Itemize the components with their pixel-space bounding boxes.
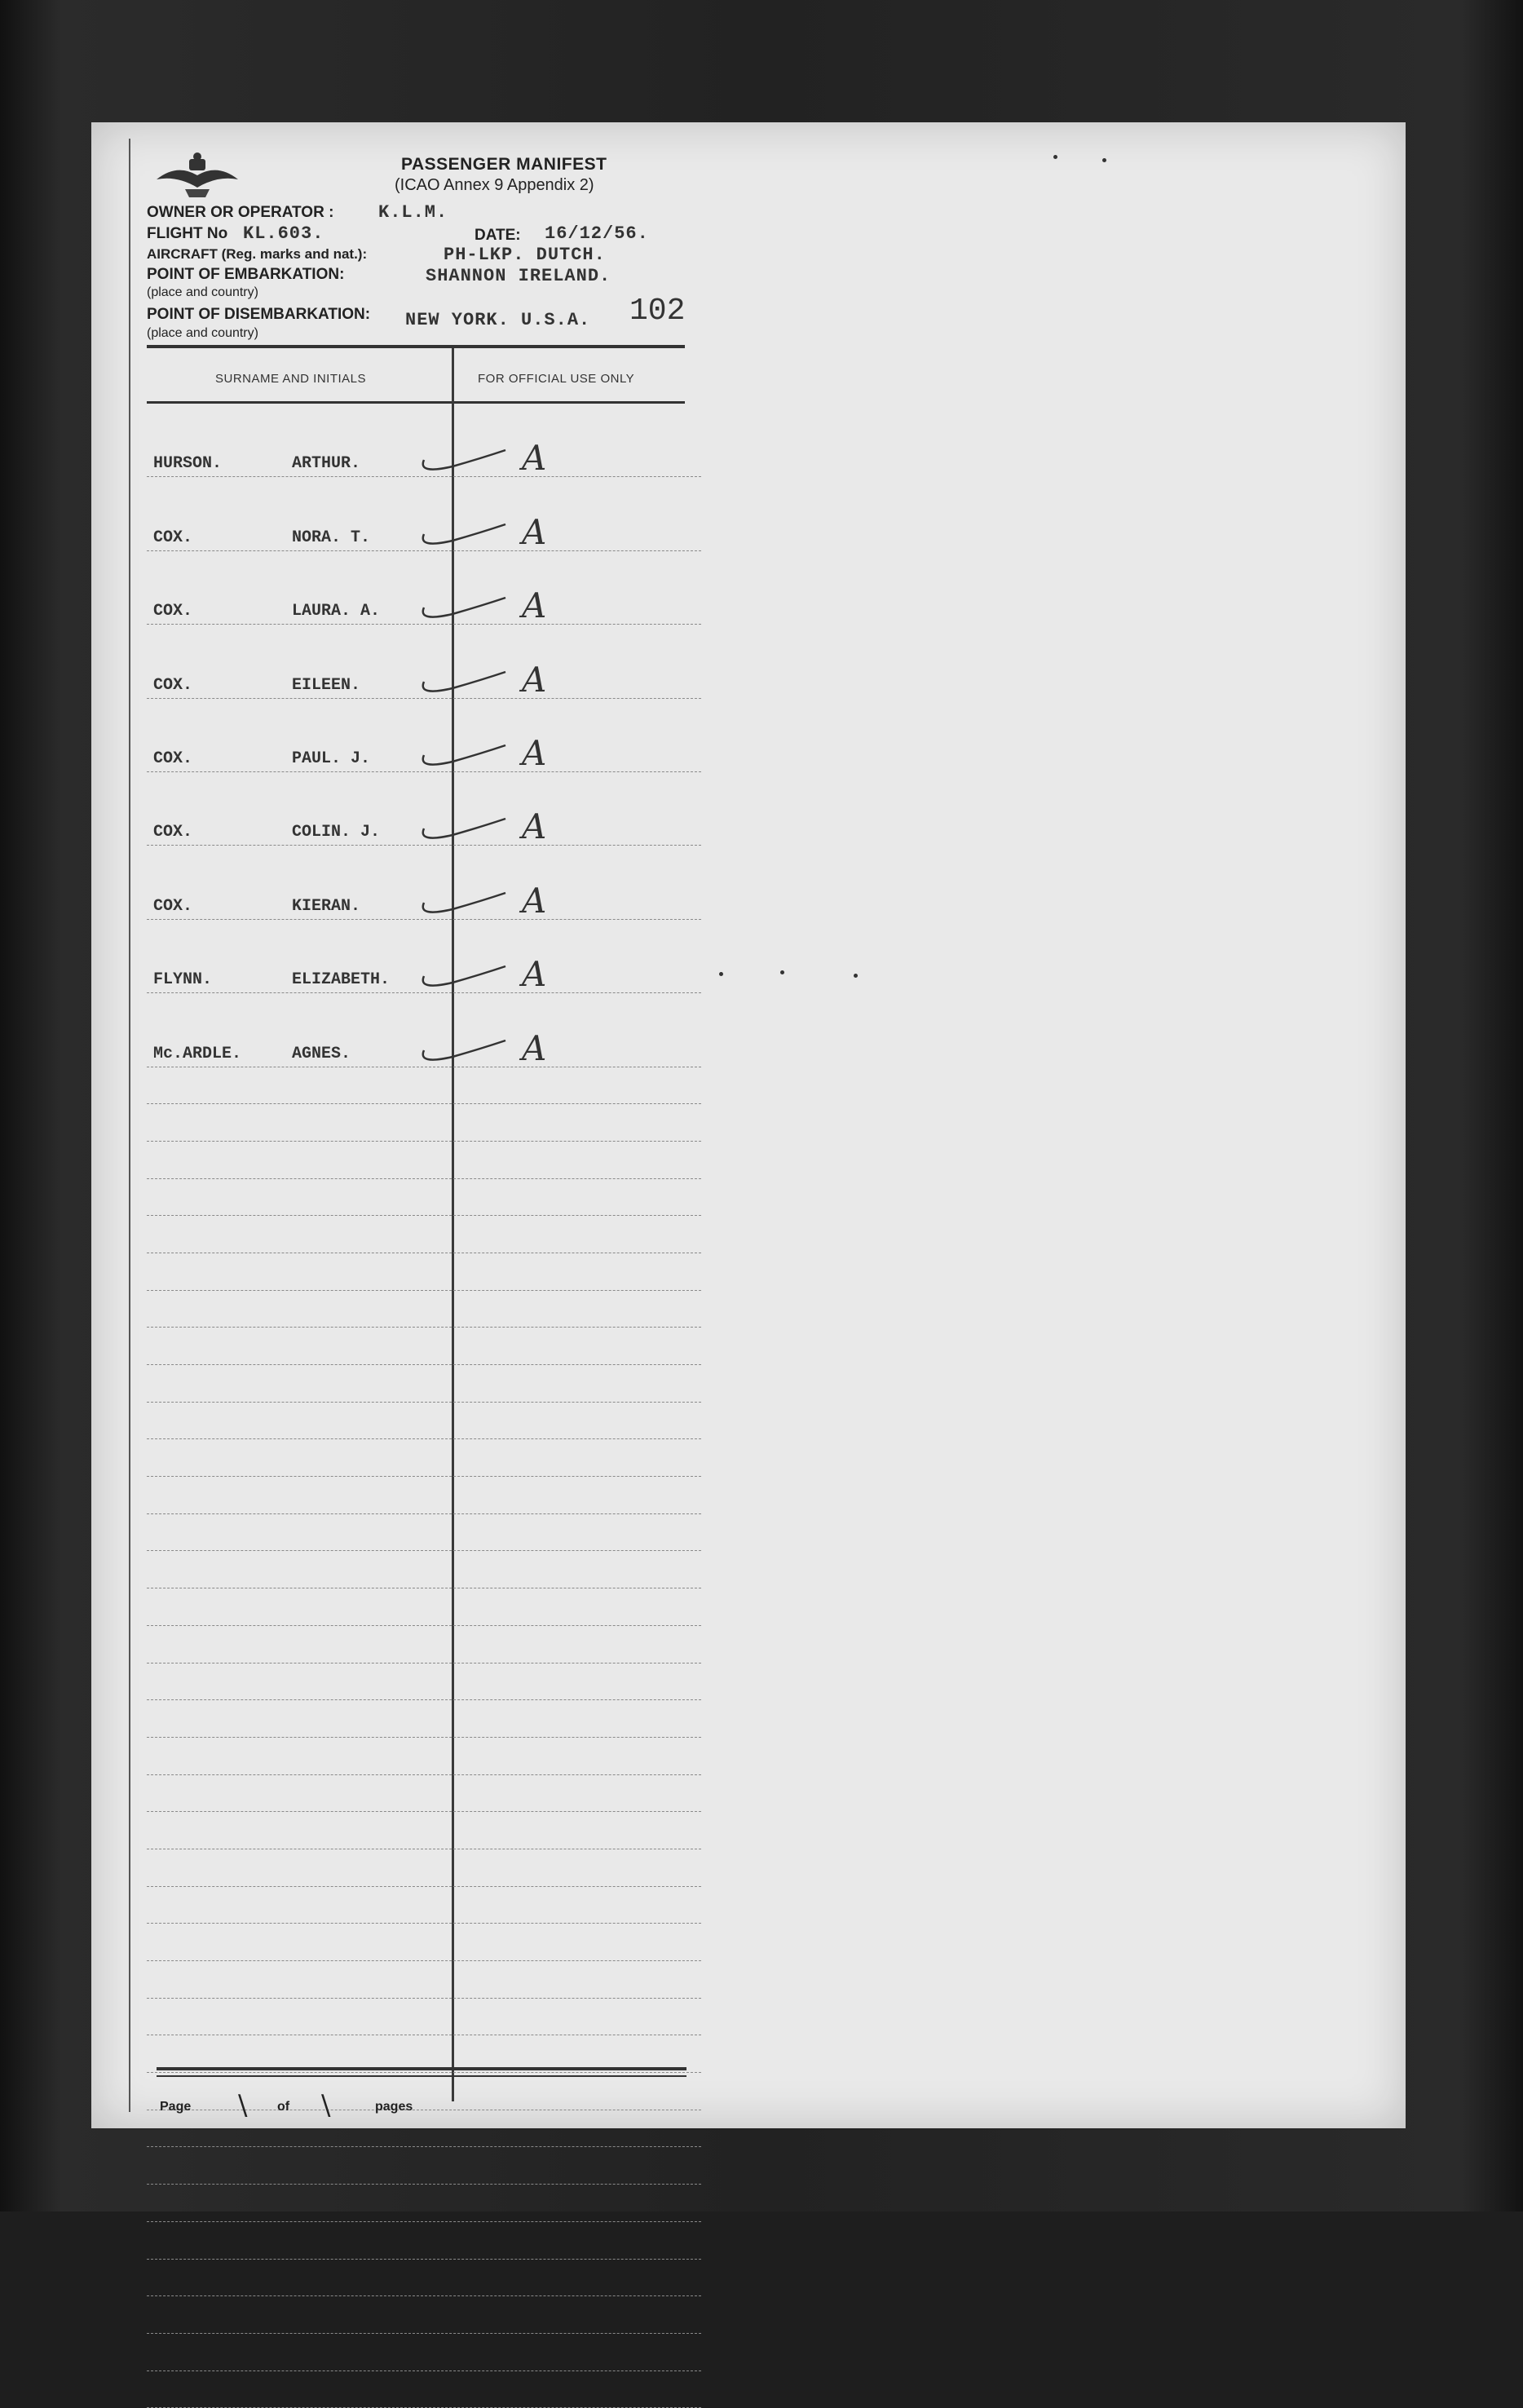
empty-table-row	[147, 2110, 701, 2148]
passenger-surname: COX.	[153, 823, 193, 842]
table-row	[147, 772, 701, 846]
empty-table-row	[147, 1142, 701, 1179]
disembarkation-note: (place and country)	[147, 326, 258, 340]
official-check-mark-icon	[416, 952, 579, 992]
empty-table-row	[147, 1887, 701, 1924]
empty-table-row	[147, 2334, 701, 2371]
passenger-given-names: AGNES.	[292, 1044, 351, 1063]
column-header-surname: SURNAME AND INITIALS	[215, 372, 367, 386]
official-mark-letter: A	[522, 511, 547, 550]
passenger-surname: HURSON.	[153, 454, 223, 474]
empty-table-row	[147, 1775, 701, 1813]
table-row	[147, 477, 701, 550]
empty-table-row	[147, 1924, 701, 1961]
passenger-surname: COX.	[153, 602, 193, 621]
passenger-given-names: ELIZABETH.	[292, 970, 391, 990]
passenger-given-names: PAUL. J.	[292, 749, 371, 768]
official-check-mark-icon	[416, 657, 579, 698]
passenger-given-names: ARTHUR.	[292, 454, 361, 474]
official-mark-letter: A	[522, 954, 547, 993]
official-mark-letter: A	[522, 806, 547, 846]
margin-rule	[129, 139, 130, 2112]
scan-speck	[780, 970, 784, 974]
empty-table-row	[147, 1999, 701, 2036]
empty-table-row	[147, 1738, 701, 1775]
official-check-mark-icon	[416, 1026, 579, 1067]
empty-table-row	[147, 1551, 701, 1588]
empty-table-row	[147, 2185, 701, 2222]
empty-table-row	[147, 1664, 701, 1701]
embarkation-label: POINT OF EMBARKATION:	[147, 266, 345, 283]
flight-label: FLIGHT No	[147, 225, 228, 242]
empty-table-row	[147, 1849, 701, 1887]
official-mark-letter: A	[522, 438, 547, 477]
passenger-list	[147, 404, 701, 2408]
empty-table-row	[147, 1403, 701, 1440]
passenger-given-names: EILEEN.	[292, 675, 361, 695]
klm-crown-logo-icon	[152, 147, 242, 204]
page-stamp-number: 102	[629, 294, 686, 329]
footer-page-value: \	[238, 2089, 248, 2122]
date-value: 16/12/56.	[545, 223, 649, 244]
table-row	[147, 625, 701, 698]
passenger-given-names: LAURA. A.	[292, 602, 381, 621]
passenger-given-names: KIERAN.	[292, 896, 361, 916]
official-mark-letter: A	[522, 659, 547, 698]
passenger-surname: FLYNN.	[153, 970, 213, 990]
empty-table-row	[147, 1961, 701, 1999]
scan-speck	[1102, 158, 1106, 162]
empty-table-row	[147, 1812, 701, 1849]
footer-pages-label: pages	[375, 2100, 413, 2114]
table-row	[147, 699, 701, 772]
passenger-given-names: COLIN. J.	[292, 823, 381, 842]
empty-table-row	[147, 2147, 701, 2185]
official-check-mark-icon	[416, 804, 579, 845]
owner-label: OWNER OR OPERATOR :	[147, 204, 334, 221]
passenger-given-names: NORA. T.	[292, 528, 371, 547]
embarkation-note: (place and country)	[147, 285, 258, 299]
empty-table-row	[147, 1328, 701, 1365]
official-mark-letter: A	[522, 732, 547, 771]
footer-of-value: \	[321, 2089, 331, 2122]
passenger-surname: COX.	[153, 675, 193, 695]
table-row	[147, 920, 701, 993]
official-mark-letter: A	[522, 1027, 547, 1067]
empty-table-row	[147, 2260, 701, 2297]
empty-table-row	[147, 1626, 701, 1664]
empty-table-row	[147, 1588, 701, 1626]
footer-of-label: of	[277, 2100, 290, 2114]
official-check-mark-icon	[416, 878, 579, 919]
owner-value: K.L.M.	[378, 202, 448, 223]
empty-table-row	[147, 2371, 701, 2408]
empty-table-row	[147, 1365, 701, 1403]
empty-table-row	[147, 2296, 701, 2334]
scan-speck	[854, 974, 858, 978]
table-row	[147, 993, 701, 1067]
empty-table-row	[147, 1291, 701, 1328]
header-rule	[147, 345, 685, 348]
empty-table-row	[147, 2222, 701, 2260]
empty-table-row	[147, 1253, 701, 1291]
empty-table-row	[147, 1067, 701, 1105]
passenger-surname: COX.	[153, 749, 193, 768]
footer-page-label: Page	[160, 2100, 192, 2114]
footer-rule-2	[157, 2075, 686, 2077]
column-header-official-use: FOR OFFICIAL USE ONLY	[478, 372, 635, 386]
official-mark-letter: A	[522, 585, 547, 625]
official-check-mark-icon	[416, 731, 579, 771]
disembarkation-value: NEW YORK. U.S.A.	[405, 310, 591, 330]
passenger-surname: COX.	[153, 528, 193, 547]
empty-table-row	[147, 1104, 701, 1142]
aircraft-value: PH-LKP. DUTCH.	[444, 245, 606, 265]
official-check-mark-icon	[416, 435, 579, 476]
passenger-surname: Mc.ARDLE.	[153, 1044, 242, 1063]
empty-table-row	[147, 2073, 701, 2110]
table-row	[147, 404, 701, 477]
scan-speck	[719, 972, 723, 976]
scan-speck	[1053, 155, 1057, 159]
disembarkation-label: POINT OF DISEMBARKATION:	[147, 306, 371, 323]
passenger-surname: COX.	[153, 896, 193, 916]
page-subtitle: (ICAO Annex 9 Appendix 2)	[395, 176, 594, 194]
empty-table-row	[147, 1179, 701, 1217]
official-check-mark-icon	[416, 510, 579, 550]
embarkation-value: SHANNON IRELAND.	[426, 266, 611, 286]
flight-value: KL.603.	[243, 223, 324, 244]
official-mark-letter: A	[522, 880, 547, 919]
empty-table-row	[147, 1216, 701, 1253]
date-label: DATE:	[475, 227, 521, 244]
table-row	[147, 846, 701, 919]
page-title: PASSENGER MANIFEST	[401, 155, 607, 174]
empty-table-row	[147, 1514, 701, 1552]
manifest-page	[91, 122, 1406, 2128]
empty-table-row	[147, 1700, 701, 1738]
empty-table-row	[147, 1439, 701, 1477]
official-check-mark-icon	[416, 583, 579, 624]
aircraft-label: AIRCRAFT (Reg. marks and nat.):	[147, 246, 368, 262]
empty-table-row	[147, 1477, 701, 1514]
table-row	[147, 551, 701, 625]
footer-rule	[157, 2067, 686, 2070]
